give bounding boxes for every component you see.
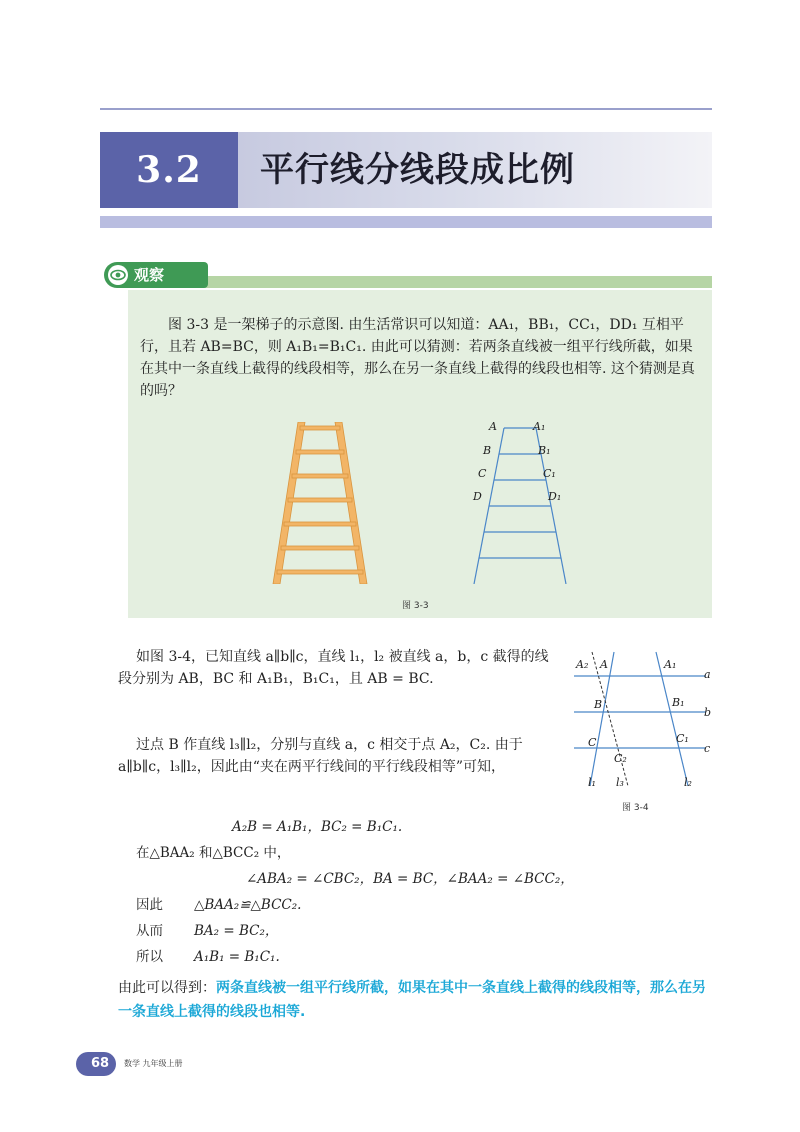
header-underline (100, 216, 712, 228)
ladder-illustration (270, 422, 370, 584)
fig34-label-B1: B₁ (672, 696, 685, 709)
section-number: 3.2 (136, 149, 202, 191)
section-number-box (100, 132, 238, 208)
ladder-label-C1: C₁ (543, 467, 556, 480)
body-paragraph-1: 如图 3-4，已知直线 a∥b∥c，直线 l₁，l₂ 被直线 a，b，c 截得的线段分别为 AB，BC 和 A₁B₁，B₁C₁，且 AB = BC. (118, 649, 549, 687)
ladder-label-C: C (478, 467, 487, 480)
fig34-label-l3: l₃ (616, 776, 624, 789)
therefore-keyword: 因此 (136, 897, 163, 913)
page-number-badge (76, 1052, 116, 1076)
conclusion-highlight: 两条直线被一组平行线所截，如果在其中一条直线上截得的线段相等，那么在另一条直线上截得的线段也相等. (118, 980, 706, 1020)
ladder-label-B: B (483, 444, 492, 457)
fig34-label-A: A (600, 658, 608, 671)
ladder-label-B1: B₁ (538, 444, 551, 457)
fig34-label-a: a (704, 668, 711, 681)
fig34-label-B: B (594, 698, 603, 711)
conclusion-prefix: 由此可以得到： (118, 980, 216, 996)
observe-stripe (144, 276, 712, 288)
eye-icon (108, 265, 128, 285)
ladder-label-D: D (473, 490, 482, 503)
fig34-label-C2: C₂ (614, 752, 627, 765)
observe-text: 图 3-3 是一架梯子的示意图. 由生活常识可以知道：AA₁，BB₁，CC₁，DD₁ 互相平行，且若 AB=BC，则 A₁B₁=B₁C₁. 由此可以猜测：若两条直线被一组平行线所截，如果在其中一条直线上截得的线段相等，那么在另一条直线上截得的线段也相等. 这个猜测是真的吗？ (140, 317, 695, 399)
fig34-label-C: C (588, 736, 597, 749)
fig34-label-c: c (704, 742, 711, 755)
fig34-label-A2: A₂ (576, 658, 589, 671)
hence-keyword: 从而 (136, 923, 163, 939)
equation-1: A₂B = A₁B₁，BC₂ = B₁C₁. (232, 819, 403, 835)
ladder-label-A: A (489, 420, 497, 433)
ladder-label-D1: D₁ (548, 490, 562, 503)
figure-3-4-caption: 图 3-4 (622, 803, 649, 813)
section-header (100, 132, 712, 208)
observe-label: 观察 (134, 266, 165, 284)
fig34-label-b: b (704, 706, 712, 719)
fig34-label-l1: l₁ (588, 776, 596, 789)
ladder-label-A1: A₁ (533, 420, 546, 433)
page-number: 68 (90, 1056, 110, 1071)
section-title: 平行线分线段成比例 (260, 150, 575, 190)
top-rule (100, 108, 712, 110)
page-footer (76, 1052, 276, 1076)
equation-2: ∠ABA₂ = ∠CBC₂，BA = BC，∠BAA₂ = ∠BCC₂， (246, 871, 574, 887)
equation-5: A₁B₁ = B₁C₁. (194, 949, 280, 965)
so-keyword: 所以 (136, 949, 163, 965)
figure-3-3-caption: 图 3-3 (402, 601, 429, 611)
fig34-label-C1: C₁ (676, 732, 689, 745)
observe-bar (104, 262, 712, 288)
triangle-intro: 在△BAA₂ 和△BCC₂ 中， (136, 845, 291, 861)
body-paragraph-2: 过点 B 作直线 l₃∥l₂，分别与直线 a，c 相交于点 A₂，C₂. 由于 a∥b∥c，l₃∥l₂，因此由“夹在两平行线间的平行线段相等”可知， (118, 737, 523, 775)
section-title-box (238, 132, 712, 208)
fig34-label-A1: A₁ (664, 658, 677, 671)
conclusion (118, 976, 714, 1024)
book-name: 数学 九年级上册 (124, 1059, 183, 1068)
observe-badge (104, 262, 208, 288)
fig34-label-l2: l₂ (684, 776, 692, 789)
equation-3: △BAA₂≌△BCC₂. (194, 897, 302, 913)
equation-4: BA₂ = BC₂， (194, 923, 279, 939)
